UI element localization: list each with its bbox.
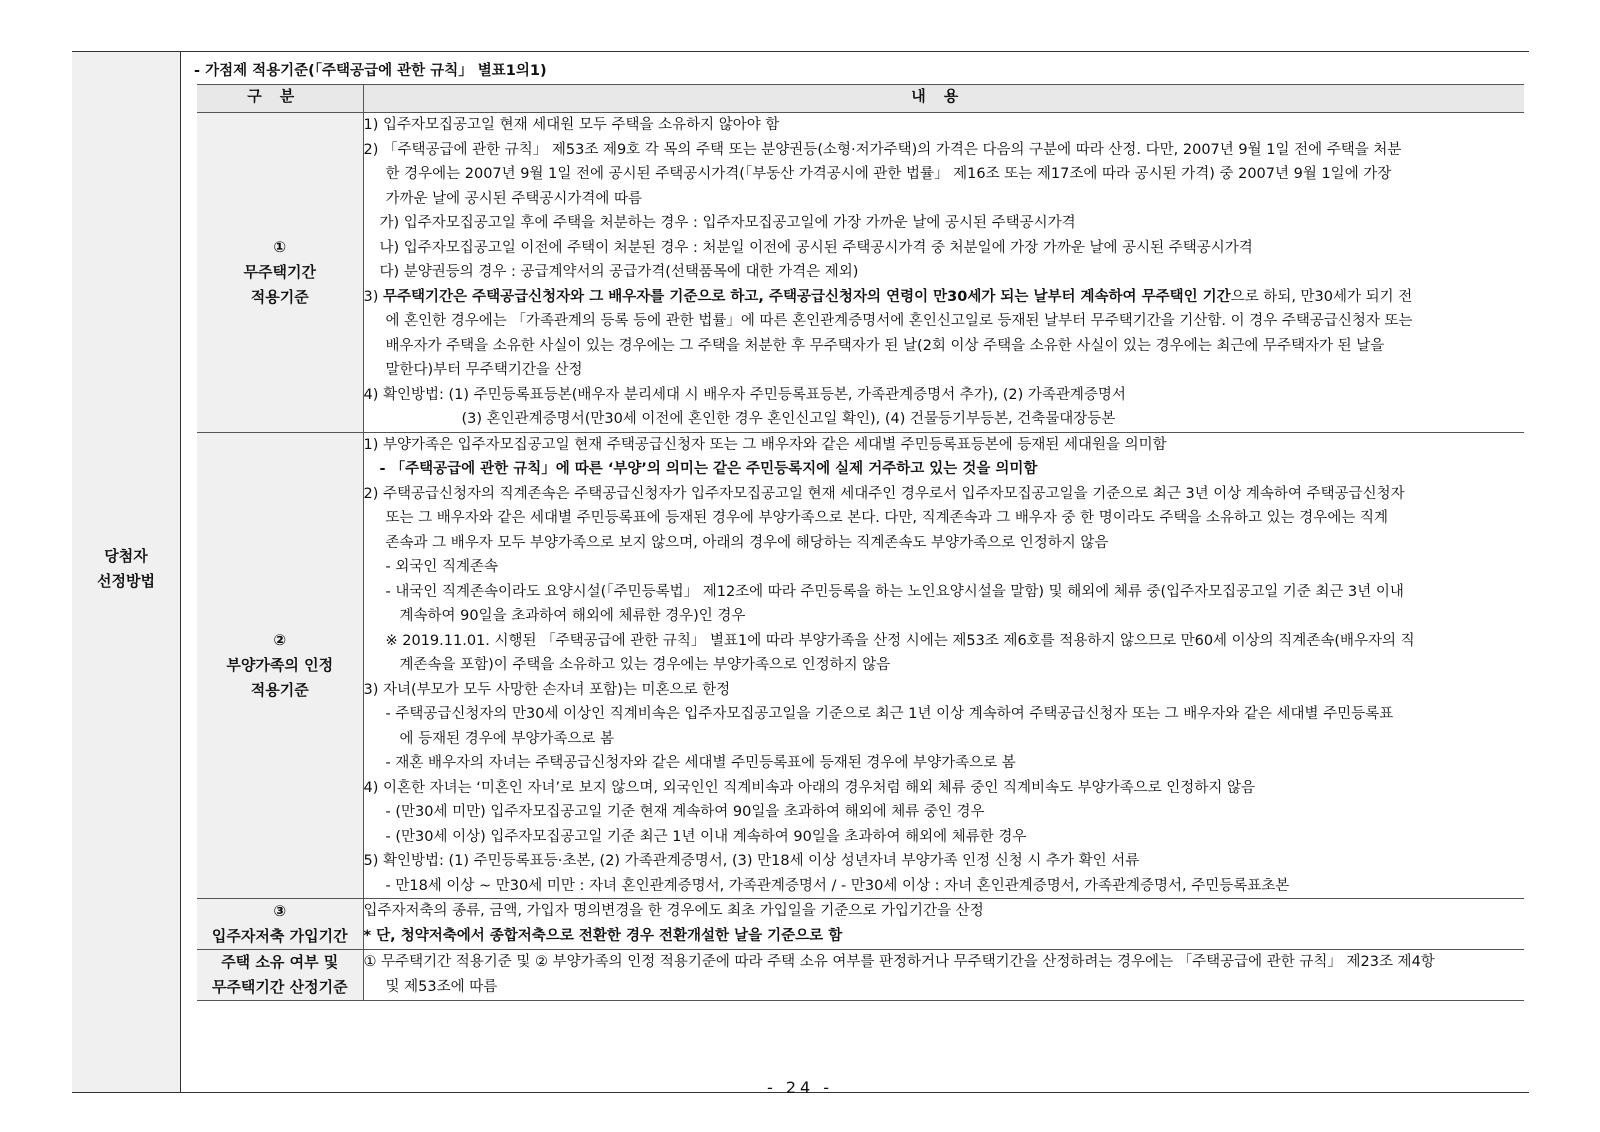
content-line: 2) 주택공급신청자의 직계존속은 주택공급신청자가 입주자모집공고일 현재 세대주인 경우로서 입주자모집공고일을 기준으로 최근 3년 이상 계속하여 주택공급신청자	[363, 485, 1405, 502]
category-line: 적용기준	[250, 287, 309, 306]
category-line: 무주택기간	[243, 262, 316, 281]
table-row	[197, 950, 1524, 1001]
content-line: 에 혼인한 경우에는 「가족관계의 등록 등에 관한 법률」에 따른 혼인관계증명서에 혼인신고일로 등재된 날부터 무주택기간을 기산함. 이 경우 주택공급신청자 또는	[385, 313, 1413, 329]
category-line: ①	[273, 237, 287, 256]
criteria-table	[197, 84, 1524, 1001]
page-number: - 24 -	[766, 1078, 834, 1097]
category-line: ②	[273, 630, 287, 649]
content-line: - 외국인 직계존속	[385, 559, 498, 575]
row-content	[363, 432, 1524, 899]
content-line: 5) 확인방법: (1) 주민등록표등·초본, (2) 가족관계증명서, (3) 만18세 이상 성년자녀 부양가족 인정 신청 시 추가 확인 서류	[363, 853, 1140, 869]
document-frame	[72, 51, 1529, 1093]
row-content	[363, 950, 1524, 1001]
content-line: 배우자가 주택을 소유한 사실이 있는 경우에는 그 주택을 처분한 후 무주택자가 된 날(2회 이상 주택을 소유한 사실이 있는 경우에는 최근에 무주택자가 된 날을	[385, 337, 1385, 354]
content-line: 에 등재된 경우에 부양가족으로 봄	[399, 730, 615, 747]
section-content	[180, 52, 1529, 1092]
content-line: - 내국인 직계존속이라도 요양시설(「주민등록법」 제12조에 따라 주민등록을 하는 노인요양시설을 말함) 및 해외에 체류 중(입주자모집공고일 기준 최근 3년 이내	[385, 583, 1404, 600]
content-line: 1) 부양가족은 입주자모집공고일 현재 주택공급신청자 또는 그 배우자와 같은 세대별 주민등록표등본에 등재된 세대원을 의미함	[363, 436, 1167, 453]
section-label-column	[72, 52, 181, 1092]
content-line: 가) 입주자모집공고일 후에 주택을 처분하는 경우 : 입주자모집공고일에 가장 가까운 날에 공시된 주택공시가격	[379, 215, 1076, 231]
row-content	[363, 113, 1524, 433]
content-line: 다) 분양권등의 경우 : 공급계약서의 공급가격(선택품목에 대한 가격은 제외)	[379, 264, 859, 280]
content-line: 말한다)부터 무주택기간을 산정	[385, 362, 583, 378]
header-content: 내용	[363, 85, 1524, 113]
content-line: (3) 혼인관계증명서(만30세 이전에 혼인한 경우 혼인신고일 확인), (4) 건물등기부등본, 건축물대장등본	[461, 411, 1116, 427]
subtitle: - 가점제 적용기준(「주택공급에 관한 규칙」 별표1의1)	[194, 63, 547, 79]
content-line: 3) 자녀(부모가 모두 사망한 손자녀 포함)는 미혼으로 한정	[363, 681, 731, 698]
content-line: * 단, 청약저축에서 종합저축으로 전환한 경우 전환개설한 날을 기준으로 함	[363, 927, 843, 944]
category-line: 무주택기간 산정기준	[211, 978, 348, 996]
row-category	[197, 899, 363, 950]
table-row	[197, 432, 1524, 899]
content-line: ※ 2019.11.01. 시행된 「주택공급에 관한 규칙」 별표1에 따라 부양가족을 산정 시에는 제53조 제6호를 적용하지 않으므로 만60세 이상의 직계존속(배우자의 직	[385, 632, 1415, 649]
category-line: 부양가족의 인정	[226, 655, 334, 674]
content-line: 계속하여 90일을 초과하여 해외에 체류한 경우)인 경우	[399, 608, 746, 624]
emphasis-text: 무주택기간은 주택공급신청자와 그 배우자를 기준으로 하고, 주택공급신청자의 연령이 만30세가 되는 날부터 계속하여 무주택인 기간	[383, 288, 1231, 305]
category-line: ③	[273, 902, 287, 920]
content-line: - (만30세 이상) 입주자모집공고일 기준 최근 1년 이내 계속하여 90일을 초과하여 해외에 체류한 경우	[385, 828, 1027, 845]
content-line: 및 제53조에 따름	[385, 978, 498, 995]
content-line	[364, 285, 1525, 310]
section-label	[72, 544, 180, 594]
content-line: 존속과 그 배우자 모두 부양가족으로 보지 않으며, 아래의 경우에 해당하는 직계존속도 부양가족으로 인정하지 않음	[385, 534, 1109, 551]
content-line: - 「주택공급에 관한 규칙」에 따른 ‘부양’의 의미는 같은 주민등록지에 실제 거주하고 있는 것을 의미함	[379, 461, 1038, 477]
continuation-text: 으로 하되, 만30세가 되기 전	[1230, 288, 1413, 305]
content-line: 한 경우에는 2007년 9월 1일 전에 공시된 주택공시가격(「부동산 가격공시에 관한 법률」 제16조 또는 제17조에 따라 공시된 가격) 중 2007년 9월 1일에 가장	[385, 166, 1392, 182]
content-line: - 주택공급신청자의 만30세 이상인 직계비속은 입주자모집공고일을 기준으로 최근 1년 이상 계속하여 주택공급신청자 또는 그 배우자와 같은 세대별 주민등록표	[385, 706, 1394, 722]
table-header-row	[197, 85, 1524, 113]
content-line: - 만18세 이상 ~ 만30세 미만 : 자녀 혼인관계증명서, 가족관계증명서 / - 만30세 이상 : 자녀 혼인관계증명서, 가족관계증명서, 주민등록표초본	[385, 877, 1290, 894]
category-line: 적용기준	[250, 680, 309, 699]
section-label-line: 선정방법	[97, 572, 155, 590]
content-line: 또는 그 배우자와 같은 세대별 주민등록표에 등재된 경우에 부양가족으로 본다. 다만, 직계존속과 그 배우자 중 한 명이라도 주택을 소유하고 있는 경우에는 직계	[385, 510, 1388, 526]
row-content	[363, 899, 1524, 950]
category-line: 주택 소유 여부 및	[221, 953, 339, 971]
content-line: 4) 이혼한 자녀는 ‘미혼인 자녀’로 보지 않으며, 외국인인 직계비속과 아래의 경우처럼 해외 체류 중인 직계비속도 부양가족으로 인정하지 않음	[363, 779, 1255, 796]
section-label-line: 당첨자	[104, 547, 148, 565]
row-category	[197, 113, 363, 433]
header-category: 구분	[197, 85, 363, 113]
content-line: 가까운 날에 공시된 주택공시가격에 따름	[385, 190, 643, 207]
table-row	[197, 899, 1524, 950]
item-number: 3)	[363, 288, 383, 305]
content-line: 나) 입주자모집공고일 이전에 주택이 처분된 경우 : 처분일 이전에 공시된 주택공시가격 중 처분일에 가장 가까운 날에 공시된 주택공시가격	[379, 239, 1253, 256]
row-category	[197, 432, 363, 899]
content-line: 4) 확인방법: (1) 주민등록표등본(배우자 분리세대 시 배우자 주민등록표등본, 가족관계증명서 추가), (2) 가족관계증명서	[363, 386, 1126, 403]
category-line: 입주자저축 가입기간	[211, 927, 348, 945]
content-line: ① 무주택기간 적용기준 및 ② 부양가족의 인정 적용기준에 따라 주택 소유 여부를 판정하거나 무주택기간을 산정하려는 경우에는 「주택공급에 관한 규칙」 제23조 제4항	[363, 954, 1435, 970]
content-line: 계존속을 포함)이 주택을 소유하고 있는 경우에는 부양가족으로 인정하지 않음	[399, 657, 891, 673]
row-category	[197, 950, 363, 1001]
content-line: - (만30세 미만) 입주자모집공고일 기준 현재 계속하여 90일을 초과하여 해외에 체류 중인 경우	[385, 804, 985, 820]
content-line: 2) 「주택공급에 관한 규칙」 제53조 제9호 각 목의 주택 또는 분양권등(소형·저가주택)의 가격은 다음의 구분에 따라 산정. 다만, 2007년 9월 1일 전에 주택을 처분	[363, 141, 1402, 158]
content-line: 1) 입주자모집공고일 현재 세대원 모두 주택을 소유하지 않아야 함	[363, 117, 780, 133]
table-row	[197, 113, 1524, 433]
content-line: - 재혼 배우자의 자녀는 주택공급신청자와 같은 세대별 주민등록표에 등재된 경우에 부양가족으로 봄	[385, 755, 1016, 771]
content-line: 입주자저축의 종류, 금액, 가입자 명의변경을 한 경우에도 최초 가입일을 기준으로 가입기간을 산정	[363, 903, 984, 919]
